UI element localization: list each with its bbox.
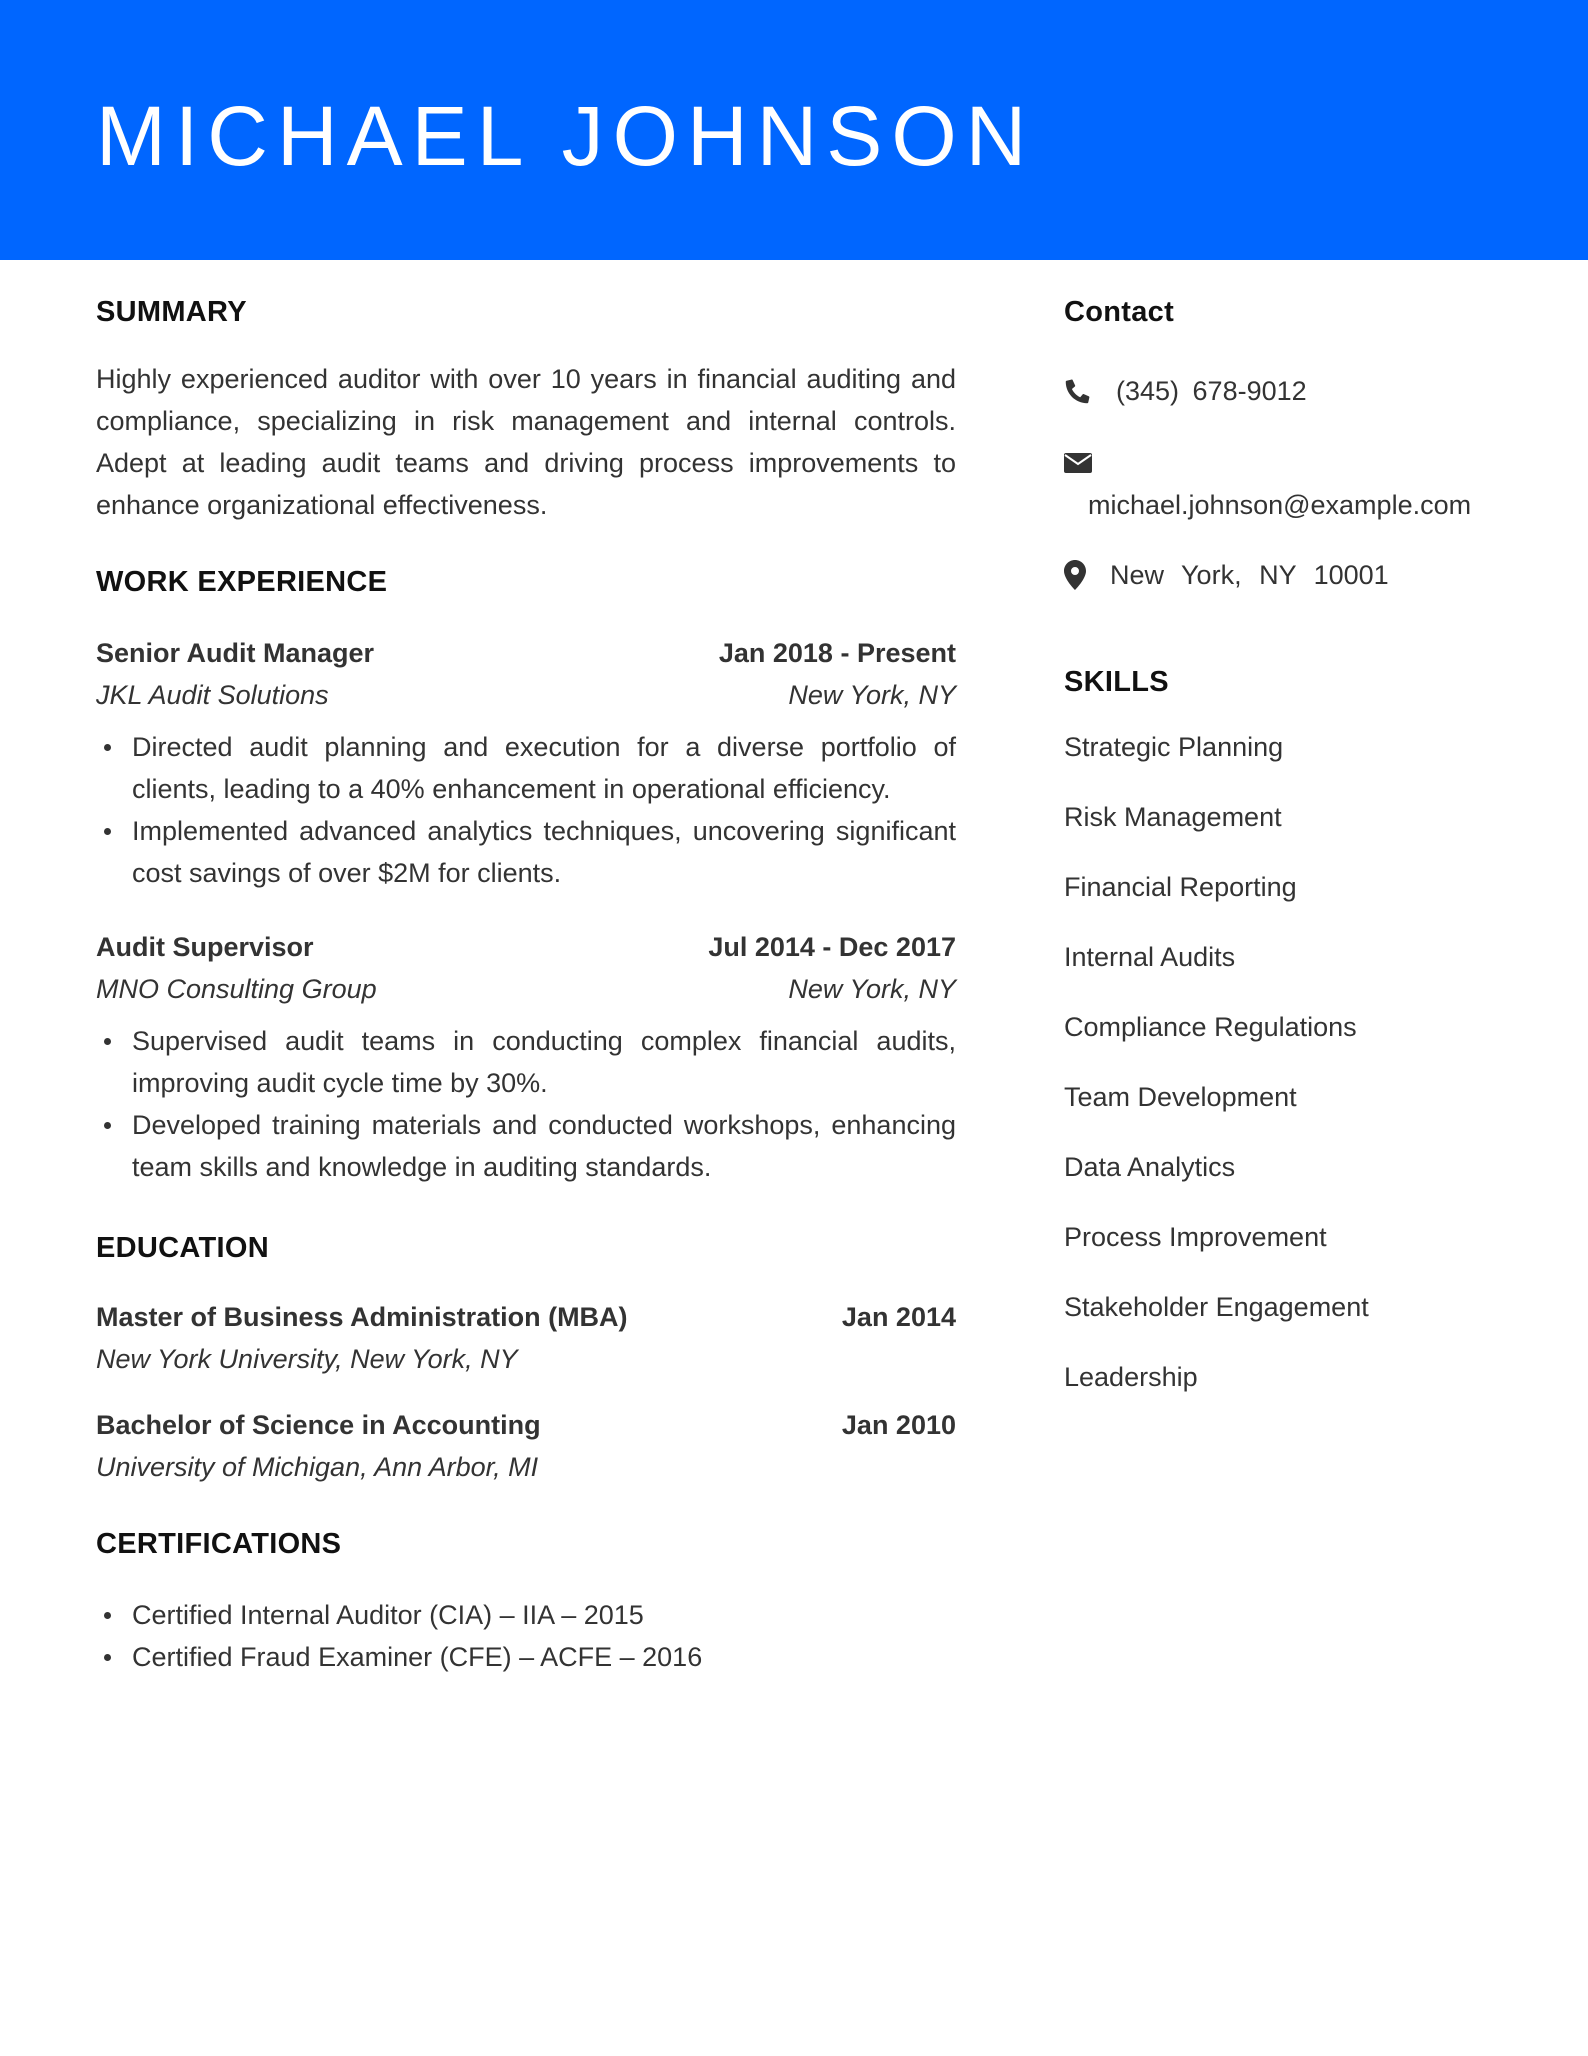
- map-marker-icon: [1064, 554, 1092, 596]
- education-entry: [96, 1296, 956, 1380]
- candidate-name: MICHAEL JOHNSON: [96, 89, 1036, 183]
- skill-item: Team Development: [1064, 1082, 1297, 1112]
- degree-name: Master of Business Administration (MBA): [96, 1302, 628, 1332]
- contact-email: [1064, 442, 1534, 526]
- contact-location: [1064, 554, 1534, 596]
- education-heading: EDUCATION: [96, 1232, 269, 1264]
- job-title: Senior Audit Manager: [96, 638, 375, 668]
- header-banner: [0, 0, 1588, 260]
- work-experience-section: [96, 562, 956, 1188]
- main-column: [96, 292, 956, 1678]
- education-section: [96, 1228, 956, 1488]
- skill-item: Internal Audits: [1064, 942, 1236, 972]
- job-dates: Jul 2014 - Dec 2017: [708, 932, 956, 962]
- certifications-heading: CERTIFICATIONS: [96, 1528, 342, 1560]
- location-text: New York, NY 10001: [1110, 560, 1389, 590]
- job-bullets: [96, 1020, 956, 1188]
- bullet-item: Directed audit planning and execution for a diverse portfolio of clients, leading to a 40% enhancement in operational efficiency.: [96, 726, 956, 810]
- skill-item: Financial Reporting: [1064, 872, 1297, 902]
- bullet-item: Supervised audit teams in conducting complex financial audits, improving audit cycle time by 30%.: [96, 1020, 956, 1104]
- job-location: New York, NY: [788, 974, 956, 1004]
- skill-item: Compliance Regulations: [1064, 1012, 1357, 1042]
- job-entry: [96, 926, 956, 1188]
- degree-date: Jan 2010: [841, 1410, 956, 1440]
- summary-text: Highly experienced auditor with over 10 years in financial auditing and compliance, specializing in risk management and internal controls. Adept at leading audit teams and driving process improvements to enhance organizational effectiveness.: [96, 364, 956, 520]
- job-title: Audit Supervisor: [96, 932, 314, 962]
- job-bullets: [96, 726, 956, 894]
- job-company: MNO Consulting Group: [96, 974, 377, 1004]
- job-entry: [96, 632, 956, 894]
- summary-section: [96, 292, 956, 526]
- email-address: michael.johnson@example.com: [1088, 490, 1472, 520]
- job-dates: Jan 2018 - Present: [718, 638, 956, 668]
- sidebar-column: [1064, 292, 1534, 1426]
- skill-item: Data Analytics: [1064, 1152, 1236, 1182]
- degree-date: Jan 2014: [841, 1302, 956, 1332]
- skill-item: Process Improvement: [1064, 1222, 1327, 1252]
- education-entry: [96, 1404, 956, 1488]
- contact-heading: Contact: [1064, 296, 1175, 328]
- certification-item: Certified Internal Auditor (CIA) – IIA – 2015: [96, 1594, 956, 1636]
- bullet-item: Developed training materials and conducted workshops, enhancing team skills and knowledge in auditing standards.: [96, 1104, 956, 1188]
- bullet-item: Implemented advanced analytics techniques, uncovering significant cost savings of over $2M for clients.: [96, 810, 956, 894]
- job-location: New York, NY: [788, 680, 956, 710]
- skill-item: Strategic Planning: [1064, 732, 1284, 762]
- work-experience-heading: WORK EXPERIENCE: [96, 566, 388, 598]
- summary-heading: SUMMARY: [96, 296, 247, 328]
- certifications-list: [96, 1594, 956, 1678]
- envelope-icon: [1064, 442, 1092, 484]
- job-company: JKL Audit Solutions: [96, 680, 329, 710]
- skills-heading: SKILLS: [1064, 666, 1169, 698]
- phone-number: (345) 678-9012: [1116, 376, 1307, 406]
- certification-item: Certified Fraud Examiner (CFE) – ACFE – 2016: [96, 1636, 956, 1678]
- school-name: University of Michigan, Ann Arbor, MI: [96, 1452, 539, 1482]
- skill-item: Risk Management: [1064, 802, 1282, 832]
- contact-phone: [1064, 370, 1534, 412]
- school-name: New York University, New York, NY: [96, 1344, 518, 1374]
- certifications-section: [96, 1524, 956, 1678]
- degree-name: Bachelor of Science in Accounting: [96, 1410, 541, 1440]
- skills-list: [1064, 726, 1534, 1398]
- skill-item: Stakeholder Engagement: [1064, 1292, 1369, 1322]
- phone-icon: [1064, 370, 1092, 412]
- skill-item: Leadership: [1064, 1362, 1198, 1392]
